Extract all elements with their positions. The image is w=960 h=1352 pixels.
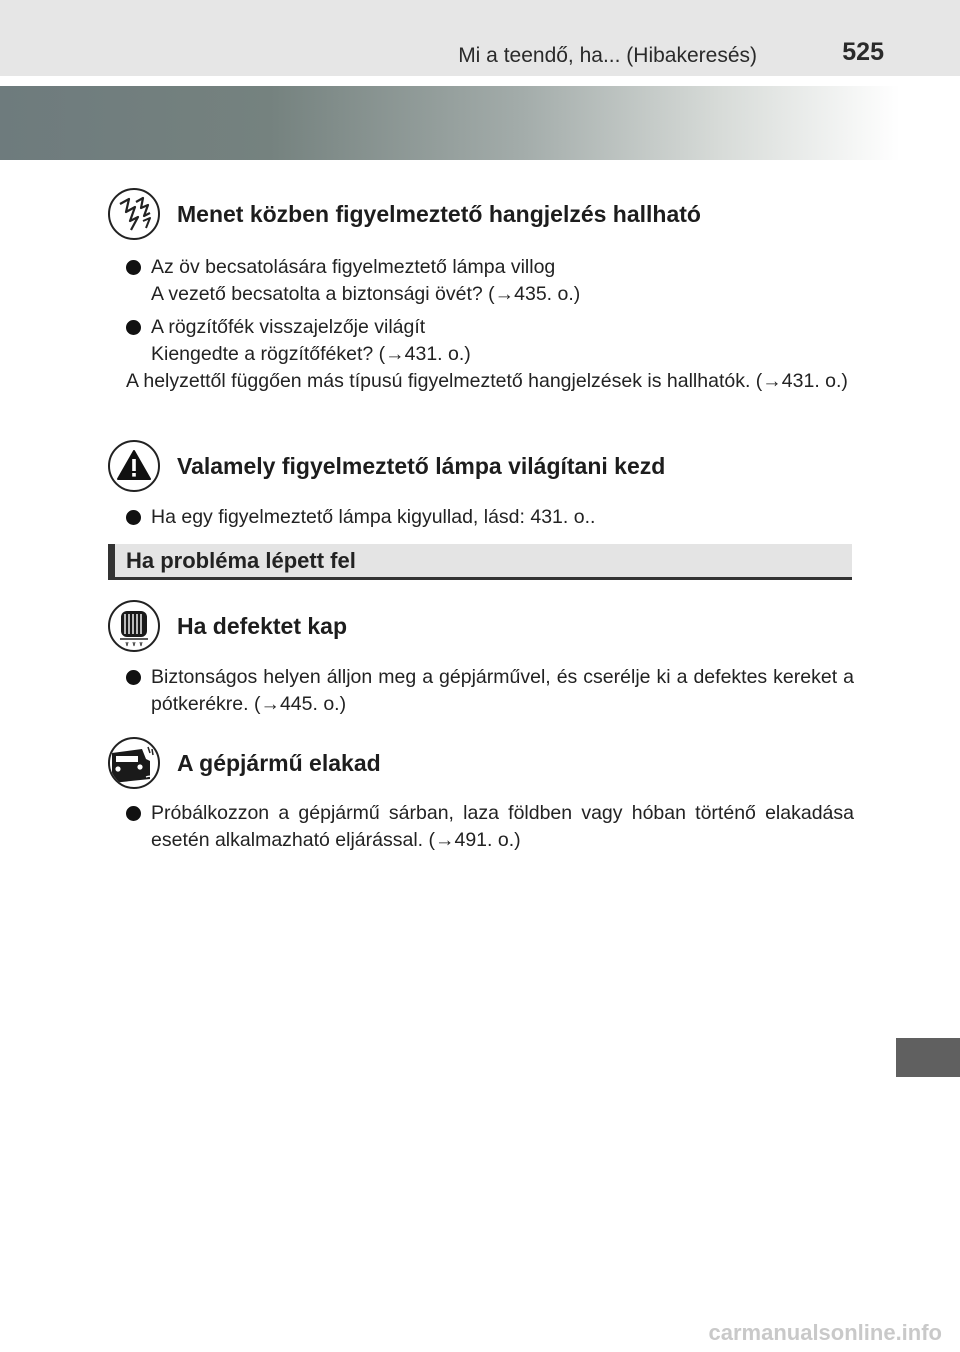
section-title: Valamely figyelmeztető lámpa világítani kezd (177, 452, 666, 479)
list-item (126, 664, 854, 718)
bullet-dot (126, 806, 141, 821)
section-stuck (108, 735, 381, 791)
header-title: Mi a teendő, ha... (Hibakeresés) (458, 44, 757, 67)
problem-heading-box (108, 544, 852, 580)
buzzer-icon (108, 188, 160, 240)
problem-heading-label: Ha probléma lépett fel (126, 548, 356, 573)
page-number: 525 (842, 38, 884, 66)
section-title: Ha defektet kap (177, 612, 348, 639)
section-title: A gépjármű elakad (177, 749, 381, 776)
list-item (126, 504, 854, 531)
watermark: carmanualsonline.info (708, 1320, 942, 1345)
section-warning-light (108, 438, 665, 494)
bullet-dot (126, 260, 141, 275)
list-item-text: Ha egy figyelmeztető lámpa kigyullad, lásd: 431. o.. (151, 506, 596, 528)
list-item (126, 254, 854, 308)
section-flat-tire (108, 598, 347, 654)
list-item (126, 800, 854, 854)
list-item (126, 314, 854, 368)
chapter-tab (896, 1038, 960, 1077)
section-warning-buzzer (108, 186, 701, 242)
header-gradient-bar (0, 86, 900, 160)
flat-tire-icon (108, 600, 160, 652)
list-item-text: A vezető becsatolta a biztonsági övét? (→435. o.) (151, 283, 581, 305)
list-item-text: Az öv becsatolására figyelmeztető lámpa villog (151, 256, 556, 278)
section-title: Menet közben figyelmeztető hangjelzés hallható (177, 200, 701, 227)
warning-triangle-icon (108, 440, 160, 492)
note-paragraph: A helyzettől függően más típusú figyelmeztető hangjelzések is hallhatók. (→431. o.) (126, 370, 848, 392)
list-item-text: A rögzítőfék visszajelzője világít (151, 316, 426, 338)
list-item-text: Biztonságos helyen álljon meg a gépjárművel, és cserélje ki a defektes kereket a pótkerékre. (→445. o.) (151, 666, 854, 715)
list-item-text: Próbálkozzon a gépjármű sárban, laza földben vagy hóban történő elakadása esetén alkalmazható eljárással. (→491. o.) (151, 802, 854, 851)
list-item-text: Kiengedte a rögzítőféket? (→431. o.) (151, 343, 471, 365)
bullet-dot (126, 670, 141, 685)
bullet-dot (126, 510, 141, 525)
stuck-car-icon (108, 737, 160, 789)
bullet-dot (126, 320, 141, 335)
